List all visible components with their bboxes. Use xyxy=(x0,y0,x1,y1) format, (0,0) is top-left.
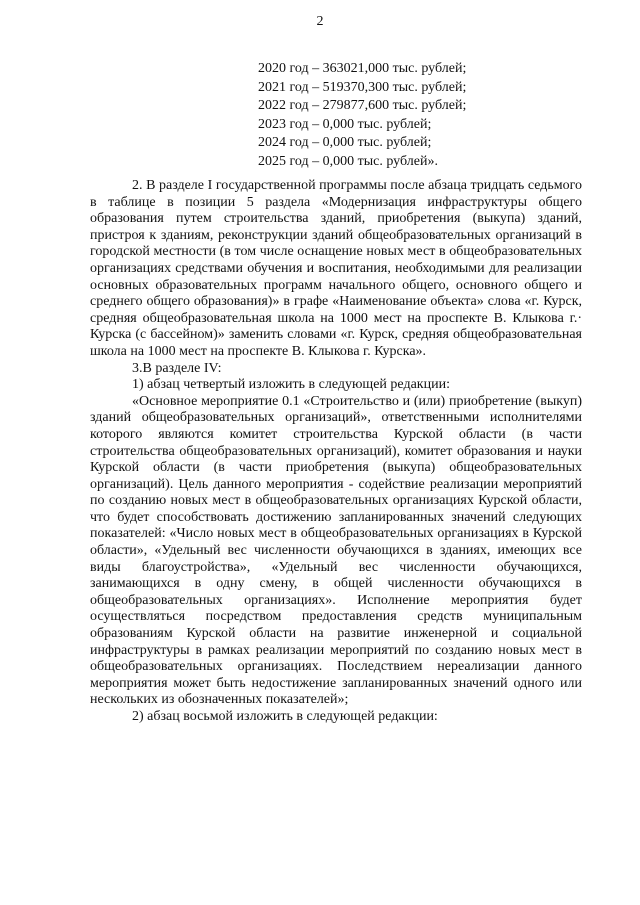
document-body xyxy=(90,178,582,726)
paragraph-section-4-heading: 3.В разделе IV: xyxy=(132,360,222,376)
funding-line-2020: 2020 год – 363021,000 тыс. рублей; xyxy=(258,61,467,76)
funding-line-2022: 2022 год – 279877,600 тыс. рублей; xyxy=(258,98,467,113)
paragraph-section-1-amendment: 2. В разделе I государственной программы после абзаца тридцать седьмого в таблице в позиции 5 раздела «Модернизация инфраструктуры общего образования путем строительства зданий, приобретения (выкупа) зданий, пристроя к зданиям, реконструкции зданий общеобразовательных организаций в городской местности (в том числе оснащение новых мест в общеобразовательных организациях средствами обучения и воспитания, необходимыми для реализации основных образовательных программ начального общего, основного общего и среднего общего образования)» в графе «Наименование объекта» слова «г. Курск, средняя общеобразовательная школа на 1000 мест на проспекте В. Клыкова г.· Курска (с бассейном)» заменить словами «г. Курск, средняя общеобразовательная школа на 1000 мест на проспекте В. Клыкова г. Курска». xyxy=(90,178,582,359)
funding-line-2024: 2024 год – 0,000 тыс. рублей; xyxy=(258,135,432,150)
paragraph-item-1-intro: 1) абзац четвертый изложить в следующей редакции: xyxy=(132,377,450,393)
funding-line-2023: 2023 год – 0,000 тыс. рублей; xyxy=(258,116,432,132)
funding-line-2021: 2021 год – 519370,300 тыс. рублей; xyxy=(258,79,467,95)
paragraph-item-2-intro: 2) абзац восьмой изложить в следующей редакции: xyxy=(132,709,438,724)
page-number: 2 xyxy=(316,14,324,29)
paragraph-main-activity-text: «Основное мероприятие 0.1 «Строительство и (или) приобретение (выкуп) зданий общеобразовательных организаций», ответственными исполнителями которого являются комитет строительства Курской области (в части строительства общеобразовательных организаций), комитет образования и науки Курской области (в части приобретения (выкупа) общеобразовательных организаций). Цель данного мероприятия - содействие реализации мероприятий по созданию новых мест в общеобразовательных организациях Курской области, что будет способствовать достижению запланированных значений следующих показателей: «Число новых мест в общеобразовательных организациях в Курской области», «Удельный вес численности обучающихся в зданиях, имеющих все виды благоустройства», «Удельный вес численности обучающихся, занимающихся в одну смену, в общей численности обучающихся в общеобразовательных организациях». Исполнение мероприятия будет осуществляться посредством предоставления средств муниципальным образованиям Курской области на развитие инженерной и социальной инфраструктуры в рамках реализации мероприятий по созданию новых мест в общеобразовательных организациях. Последствием нереализации данного мероприятия может быть недостижение запланированных значений одного или нескольких из обозначенных показателей»; xyxy=(90,393,582,708)
funding-by-year-list xyxy=(258,60,466,171)
funding-line-2025: 2025 год – 0,000 тыс. рублей». xyxy=(258,153,438,169)
